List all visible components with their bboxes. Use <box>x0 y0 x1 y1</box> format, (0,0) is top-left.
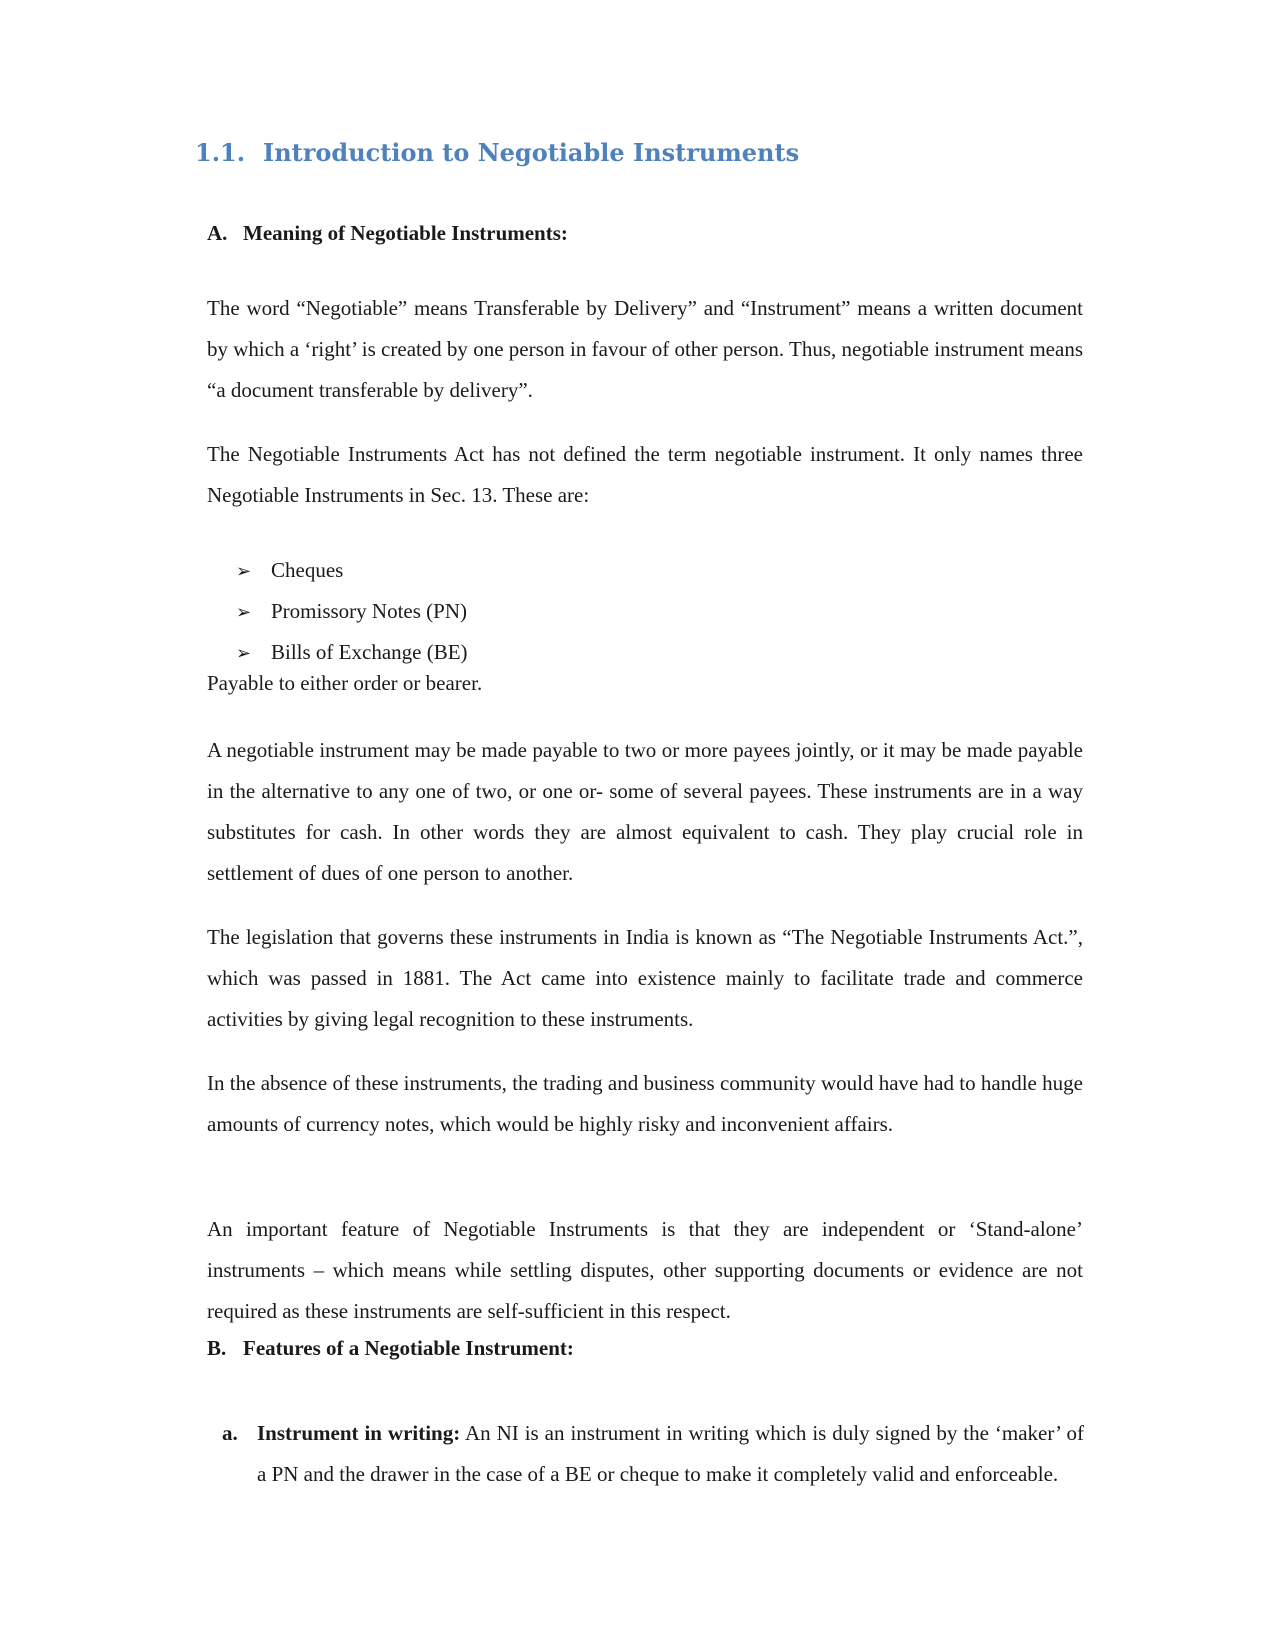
section-number: 1.1. <box>195 138 246 167</box>
feature-item-writing <box>222 1413 1084 1495</box>
paragraph-payees: A negotiable instrument may be made payable to two or more payees jointly, or it may be made payable in the alternative to any one of two, or one or- some of several payees. These instruments are in a way substitutes for cash. In other words they are almost equivalent to cash. They play crucial role in settlement of dues of one person to another. <box>207 738 1083 885</box>
paragraph-stand-alone: An important feature of Negotiable Instruments is that they are independent or ‘Stand-alone’ instruments – which means while settling disputes, other supporting documents or evidence are not required as these instruments are self-sufficient in this respect. <box>207 1217 1083 1323</box>
instrument-list <box>236 550 468 673</box>
feature-label: a. <box>222 1421 238 1445</box>
subheading-letter: A. <box>207 221 228 245</box>
subheading-title: Meaning of Negotiable Instruments: <box>243 221 568 245</box>
feature-term: Instrument in writing: <box>257 1421 461 1445</box>
feature-text <box>257 1413 1084 1495</box>
list-item: ➢ Cheques <box>236 550 468 591</box>
arrow-bullet-icon: ➢ <box>236 643 252 664</box>
feature-description: An NI is an instrument in writing which is duly signed by the ‘maker’ of a PN and the drawer in the case of a BE or cheque to make it completely valid and enforceable. <box>257 1421 1084 1486</box>
list-item: ➢ Promissory Notes (PN) <box>236 591 468 632</box>
paragraph-legislation: The legislation that governs these instruments in India is known as “The Negotiable Instruments Act.”, which was passed in 1881. The Act came into existence mainly to facilitate trade and commerce activities by giving legal recognition to these instruments. <box>207 925 1083 1031</box>
subheading-letter: B. <box>207 1336 227 1360</box>
section-heading <box>195 138 799 167</box>
paragraph-payable: Payable to either order or bearer. <box>207 671 483 695</box>
subheading-title: Features of a Negotiable Instrument: <box>243 1336 574 1360</box>
paragraph-act-definition: The Negotiable Instruments Act has not defined the term negotiable instrument. It only names three Negotiable Instruments in Sec. 13. These are: <box>207 442 1083 507</box>
subheading-features <box>207 1336 574 1361</box>
arrow-bullet-icon: ➢ <box>236 561 252 582</box>
section-title: Introduction to Negotiable Instruments <box>263 138 800 167</box>
list-item: ➢ Bills of Exchange (BE) <box>236 632 468 673</box>
subheading-meaning <box>207 221 568 246</box>
arrow-bullet-icon: ➢ <box>236 602 252 623</box>
paragraph-definition: The word “Negotiable” means Transferable by Delivery” and “Instrument” means a written document by which a ‘right’ is created by one person in favour of other person. Thus, negotiable instrument means “a document transferable by delivery”. <box>207 296 1083 402</box>
paragraph-absence: In the absence of these instruments, the trading and business community would have had to handle huge amounts of currency notes, which would be highly risky and inconvenient affairs. <box>207 1071 1083 1136</box>
